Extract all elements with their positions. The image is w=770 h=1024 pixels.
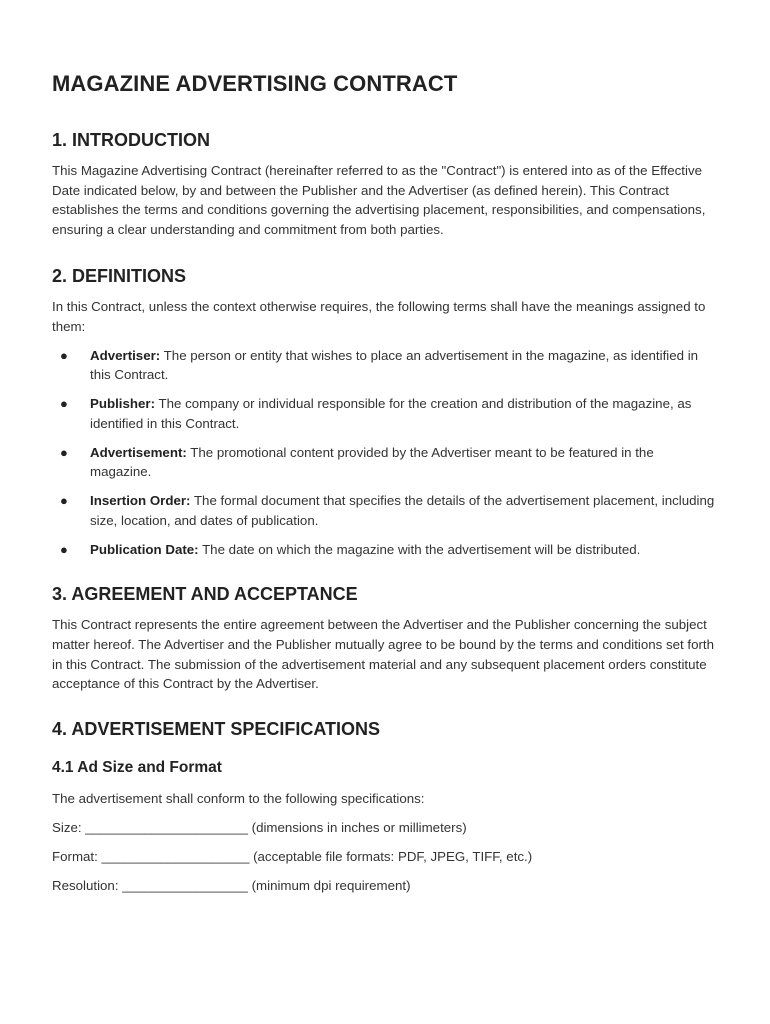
- section-heading-agreement: 3. AGREEMENT AND ACCEPTANCE: [52, 584, 358, 605]
- definition-term: Publication Date:: [90, 541, 199, 557]
- bullet-icon: ●: [60, 541, 68, 557]
- definition-text: The promotional content provided by the Advertiser meant to be featured in the magazine.: [90, 444, 654, 480]
- bullet-icon: ●: [60, 347, 68, 363]
- spec-size-line: Size: ______________________ (dimensions in inches or millimeters): [52, 820, 467, 836]
- definition-term: Publisher:: [90, 396, 156, 412]
- definition-text: The date on which the magazine with the advertisement will be distributed.: [198, 541, 641, 557]
- section-heading-specifications: 4. ADVERTISEMENT SPECIFICATIONS: [52, 718, 381, 739]
- definitions-intro: In this Contract, unless the context otherwise requires, the following terms shall have the meanings assigned to them:: [52, 299, 706, 334]
- definition-item-publication-date: [60, 540, 718, 560]
- section-agreement: [52, 583, 718, 693]
- definition-term: Advertisement:: [90, 444, 187, 460]
- section-heading-introduction: 1. INTRODUCTION: [52, 130, 211, 150]
- bullet-icon: ●: [60, 493, 68, 509]
- section-definitions: [52, 265, 718, 559]
- section-specifications: [52, 718, 718, 896]
- bullet-icon: ●: [60, 396, 68, 412]
- definition-item-insertion-order: [60, 491, 718, 530]
- specifications-intro: The advertisement shall conform to the following specifications:: [52, 790, 425, 806]
- definition-term: Insertion Order:: [90, 493, 191, 509]
- definition-text: The company or individual responsible for the creation and distribution of the magazine, as identified in this Contract.: [90, 396, 692, 431]
- section-introduction: [52, 129, 718, 239]
- agreement-body: This Contract represents the entire agreement between the Advertiser and the Publisher concerning the subject matter hereof. The Advertiser and the Publisher mutually agree to be bound by the terms and conditions set forth in this Contract. The submission of the advertisement material and any subsequent placement orders constitute acceptance of this Contract by the Advertiser.: [52, 617, 715, 692]
- definition-term: Advertiser:: [90, 347, 161, 363]
- definition-text: The person or entity that wishes to place an advertisement in the magazine, as identified in this Contract.: [90, 347, 699, 383]
- definition-item-advertisement: [60, 443, 718, 482]
- definition-item-advertiser: [60, 346, 718, 385]
- spec-format-line: Format: ____________________ (acceptable file formats: PDF, JPEG, TIFF, etc.): [52, 849, 533, 865]
- spec-resolution-line: Resolution: _________________ (minimum dpi requirement): [52, 878, 411, 894]
- definition-text: The formal document that specifies the details of the advertisement placement, including size, location, and dates of publication.: [90, 493, 715, 528]
- introduction-body: This Magazine Advertising Contract (hereinafter referred to as the "Contract") is entered into as of the Effective Date indicated below, by and between the Publisher and the Advertiser (as defined herein). This Contract establishes the terms and conditions governing the advertising placement, responsibilities, and compensations, ensuring a clear understanding and commitment from both parties.: [52, 163, 706, 237]
- definition-item-publisher: [60, 394, 718, 433]
- section-heading-definitions: 2. DEFINITIONS: [52, 266, 187, 287]
- document-title: MAGAZINE ADVERTISING CONTRACT: [52, 71, 458, 96]
- bullet-icon: ●: [60, 444, 68, 460]
- definitions-list: [52, 346, 718, 560]
- subsection-heading-ad-size: 4.1 Ad Size and Format: [52, 758, 222, 776]
